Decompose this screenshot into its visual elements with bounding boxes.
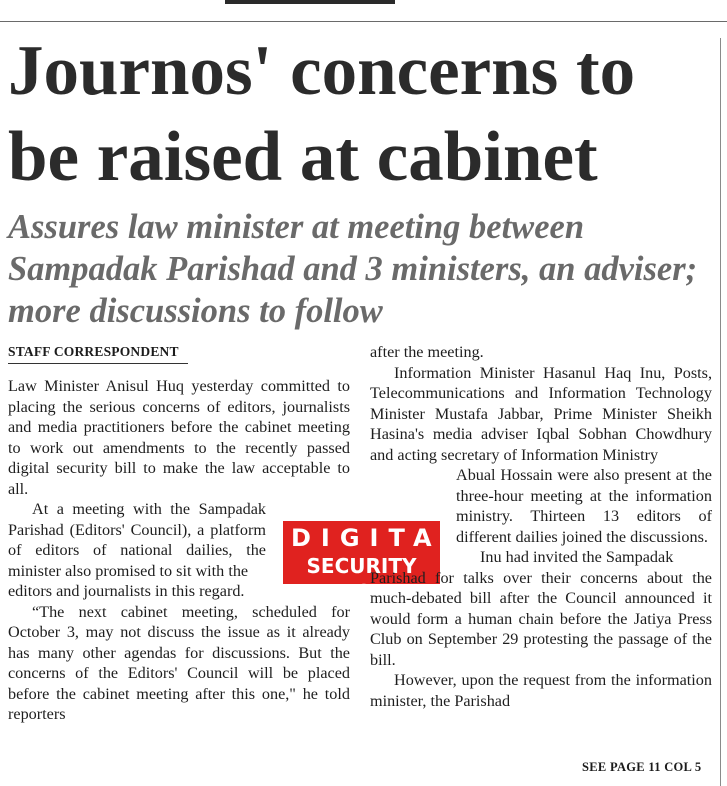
paragraph-4-indented: Abual Hossain were also present at the three-hour meeting at the information ministry. Thirteen 13 editors of different dailies joined the discussions.: [456, 466, 712, 546]
continuation-jump-line[interactable]: SEE PAGE 11 COL 5: [582, 760, 702, 774]
paragraph-5-start: Inu had invited the Sampadak: [480, 548, 674, 566]
paragraph-2: At a meeting with the Sampadak Parishad (Editors' Council), a platform of editors of national dailies, the minister also promised to sit with the: [8, 500, 266, 580]
paragraph-2-tail: editors and journalists in this regard.: [8, 582, 245, 600]
headline: Journos' concerns to be raised at cabinet: [8, 32, 636, 196]
paragraph-3: “The next cabinet meeting, scheduled for October 3, may not discuss the issue as it already has many other agendas for discussions. But the concerns of the Editors' Council will be placed before the cabinet meeting after this one," he told reporters: [8, 602, 350, 723]
byline: STAFF CORRESPONDENT: [8, 342, 188, 364]
stamp-line-1: DIGITAL: [291, 524, 467, 552]
article-column-right: [370, 342, 712, 711]
column-divider-rule: [720, 38, 721, 786]
paragraph-6: However, upon the request from the information minister, the Parishad: [370, 671, 712, 710]
paragraph-continued: after the meeting.: [370, 343, 484, 361]
paragraph-1: Law Minister Anisul Huq yesterday committed to placing the serious concerns of editors, journalists and media practitioners before the cabinet meeting to work out amendments to the recently passed digital security bill to make the law acceptable to all.: [8, 377, 350, 498]
masthead-rule-stub: [225, 0, 395, 4]
page-top-rule: [0, 21, 727, 22]
paragraph-5: Parishad for talks over their concerns about the much-debated bill after the Council announced it would form a human chain before the Jatiya Press Club on September 29 protesting the passage of the bill.: [370, 568, 712, 669]
deck-subheadline: Assures law minister at meeting between Sampadak Parishad and 3 ministers, an adviser; more discussions to follow: [8, 208, 698, 330]
paragraph-4: Information Minister Hasanul Haq Inu, Posts, Telecommunications and Information Technology Minister Mustafa Jabbar, Prime Minister Sheikh Hasina's media adviser Iqbal Sobhan Chowdhury and acting secretary of Information Ministry: [370, 363, 712, 464]
stamp-line-2: SECURITY ACT: [306, 554, 417, 604]
